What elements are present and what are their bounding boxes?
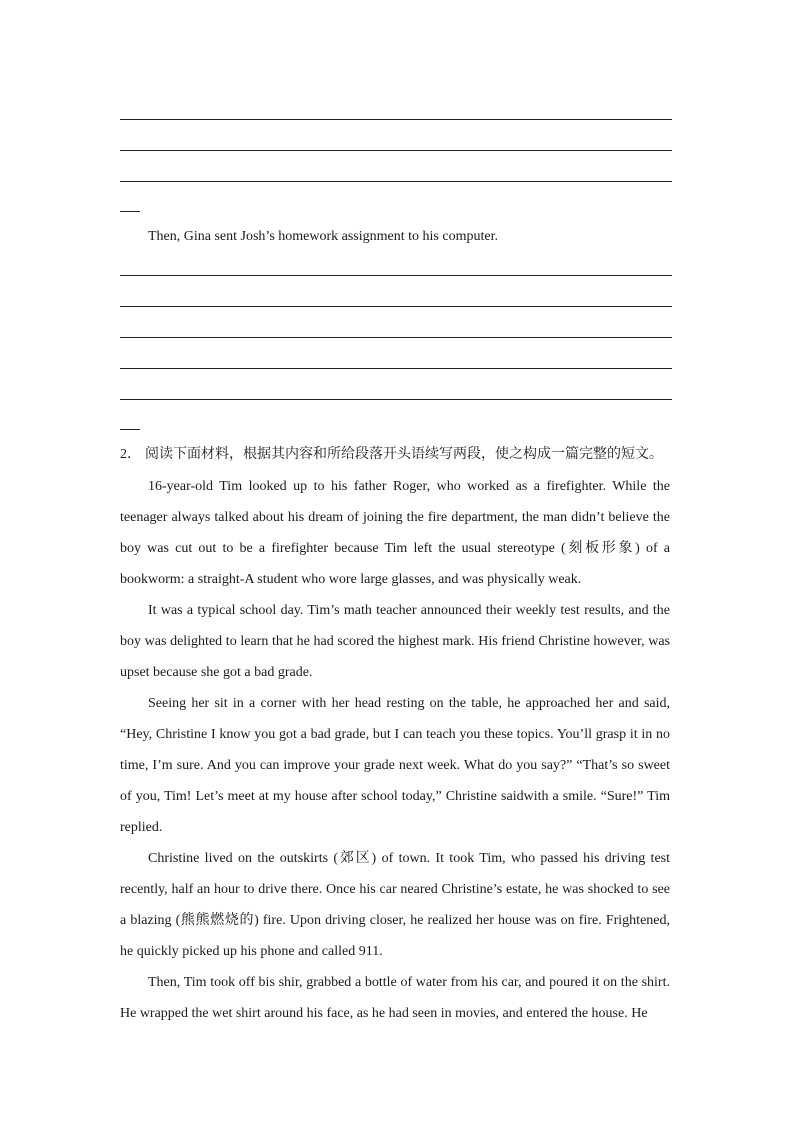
answer-line bbox=[120, 181, 672, 182]
answer-line bbox=[120, 119, 672, 120]
question-number: 2． bbox=[120, 447, 141, 462]
question-2-heading bbox=[120, 442, 663, 468]
reading-passage bbox=[120, 471, 670, 1029]
passage-paragraph: Seeing her sit in a corner with her head resting on the table, he approached her and said, “Hey, Christine I know you got a bad grade, but I can teach you these topics. You’ll grasp it in no time, I’m sure. And you can improve your grade next week. What do you say?” “That’s so sweet of you, Tim! Let’s meet at my house after school today,” Christine saidwith a smile. “Sure!” Tim replied. bbox=[120, 696, 670, 835]
passage-paragraph: Christine lived on the outskirts (郊区) of town. It took Tim, who passed his driving test recently, half an hour to drive there. Once his car neared Christine’s estate, he was shocked to see a blazing (熊熊燃烧的) fire. Upon driving closer, he realized her house was on fire. Frightened, he quickly picked up his phone and called 911. bbox=[120, 851, 670, 959]
passage-paragraph: 16-year-old Tim looked up to his father Roger, who worked as a firefighter. While the teenager always talked about his dream of joining the fire department, the man didn’t believe the boy was cut out to be a firefighter because Tim left the usual stereotype (刻板形象) of a bookworm: a straight-A student who wore large glasses, and was physically weak. bbox=[120, 479, 670, 587]
answer-line-end bbox=[120, 211, 140, 212]
continuation-prompt bbox=[120, 221, 670, 252]
answer-line bbox=[120, 337, 672, 338]
passage-paragraph: Then, Tim took off bis shir, grabbed a bottle of water from his car, and poured it on the shirt. He wrapped the wet shirt around his face, as he had seen in movies, and entered the house. He bbox=[120, 975, 670, 1021]
continuation-sentence: Then, Gina sent Josh’s homework assignment to his computer. bbox=[148, 229, 498, 244]
answer-line bbox=[120, 150, 672, 151]
answer-line-end bbox=[120, 429, 140, 430]
passage-paragraph: It was a typical school day. Tim’s math teacher announced their weekly test results, and the boy was delighted to learn that he had scored the highest mark. His friend Christine however, was upset because she got a bad grade. bbox=[120, 603, 670, 680]
answer-line bbox=[120, 399, 672, 400]
answer-line bbox=[120, 275, 672, 276]
answer-line bbox=[120, 306, 672, 307]
question-instruction: 阅读下面材料，根据其内容和所给段落开头语续写两段，使之构成一篇完整的短文。 bbox=[145, 447, 663, 462]
answer-line bbox=[120, 368, 672, 369]
